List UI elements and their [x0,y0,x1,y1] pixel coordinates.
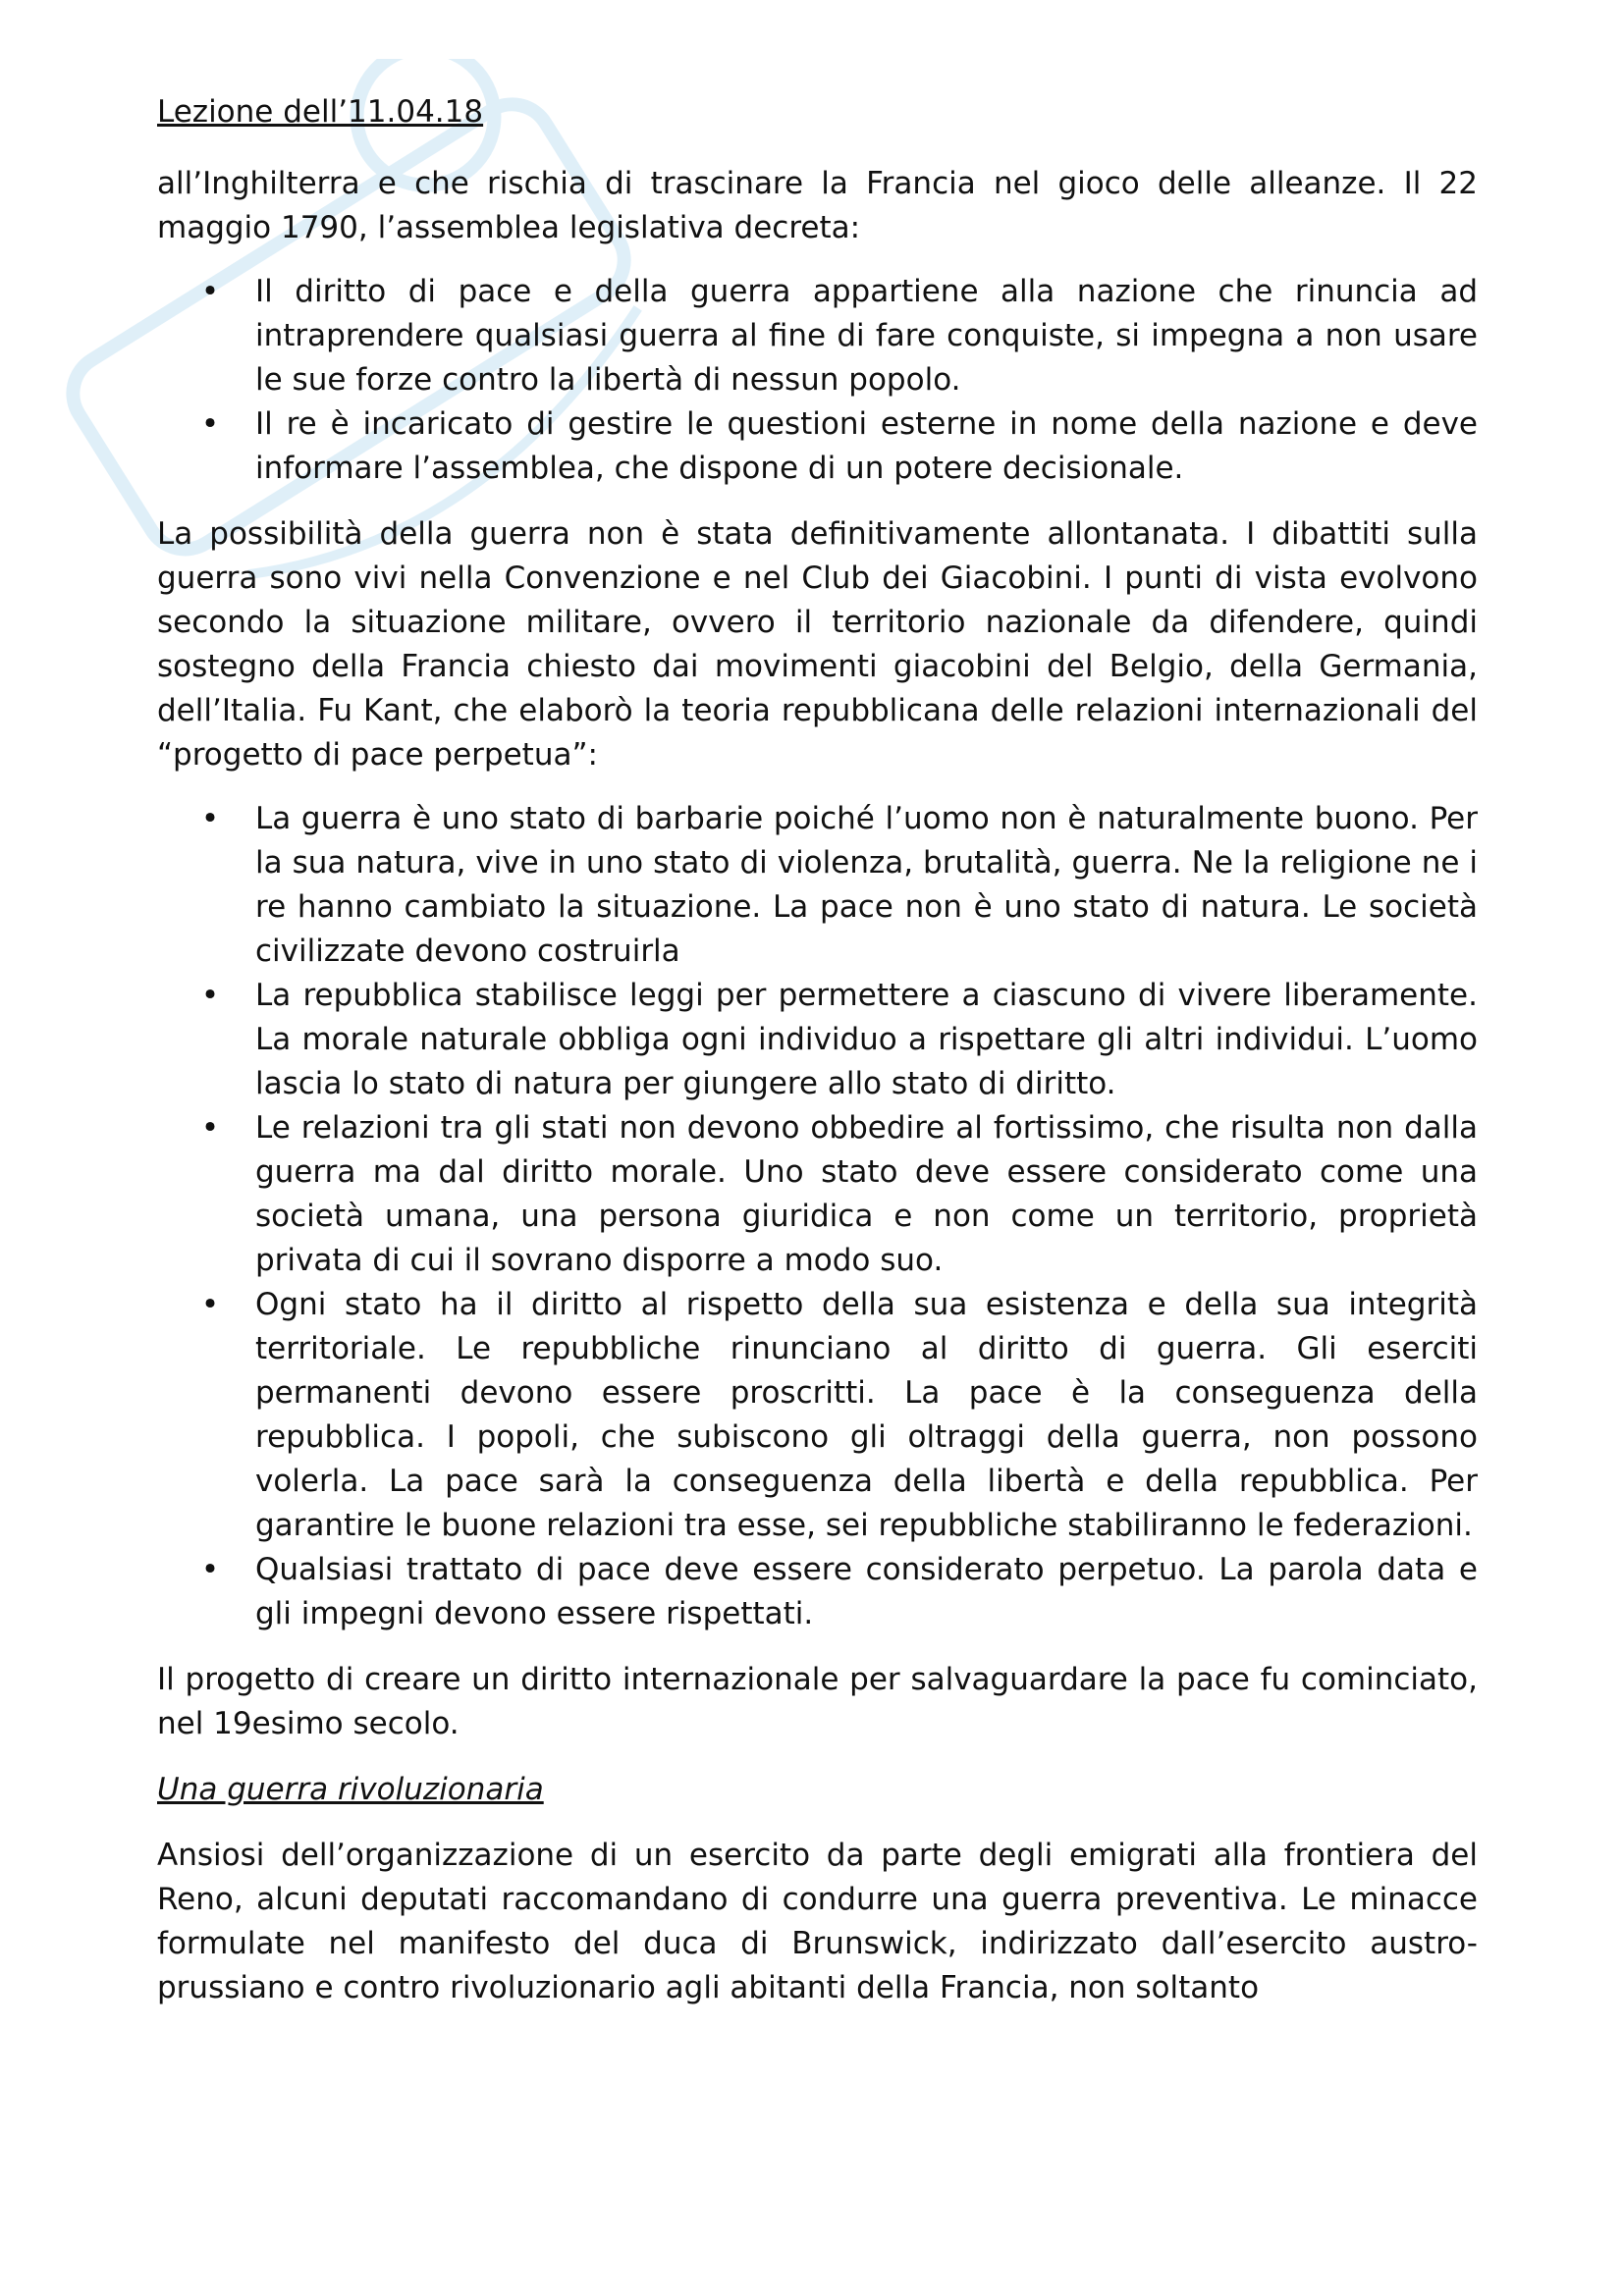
paragraph-intro: all’Inghilterra e che rischia di trascinare la Francia nel gioco delle alleanze. Il 22 maggio 1790, l’assemblea legislativa decreta: [157,166,1478,245]
lesson-header: Lezione dell’11.04.18 [157,94,484,130]
list-item: • La repubblica stabilisce leggi per permettere a ciascuno di vivere liberamente. La morale naturale obbliga ogni individuo a rispettare gli altri individui. L’uomo lascia lo stato di natura per giungere allo stato di diritto. [157,974,1478,1106]
bullet-glyph: • [200,801,220,836]
paragraph-revolutionary-war: Ansiosi dell’organizzazione di un esercito da parte degli emigrati alla frontiera del Reno, alcuni deputati raccomandano di condurre una guerra preventiva. Le minacce formulate nel manifesto del duca di Brunswick, indirizzato dall’esercito austro-prussiano e contro rivoluzionario agli abitanti della Francia, non soltanto [157,1838,1478,2005]
bullet-glyph: • [200,978,220,1013]
bullet-glyph: • [200,1552,220,1587]
decree-list [157,270,1478,491]
bullet-glyph: • [200,1110,220,1146]
section-title: Una guerra rivoluzionaria [157,1772,544,1807]
list-item: • Le relazioni tra gli stati non devono obbedire al fortissimo, che risulta non dalla guerra ma dal diritto morale. Uno stato deve essere considerato come una società umana, una persona giuridica e non come un territorio, proprietà privata di cui il sovrano disporre a modo suo. [157,1106,1478,1283]
paragraph-international-law: Il progetto di creare un diritto internazionale per salvaguardare la pace fu cominciato, nel 19esimo secolo. [157,1662,1478,1741]
list-item: • Qualsiasi trattato di pace deve essere considerato perpetuo. La parola data e gli impegni devono essere rispettati. [157,1548,1478,1636]
document-body [157,90,1478,2010]
bullet-glyph: • [200,274,220,309]
bullet-glyph: • [200,406,220,442]
bullet-glyph: • [200,1287,220,1322]
list-item: • La guerra è uno stato di barbarie poiché l’uomo non è naturalmente buono. Per la sua natura, vive in uno stato di violenza, brutalità, guerra. Ne la religione ne i re hanno cambiato la situazione. La pace non è uno stato di natura. Le società civilizzate devono costruirla [157,797,1478,974]
list-item: • Ogni stato ha il diritto al rispetto della sua esistenza e della sua integrità territoriale. Le repubbliche rinunciano al diritto di guerra. Gli eserciti permanenti devono essere proscritti. La pace è la conseguenza della repubblica. I popoli, che subiscono gli oltraggi della guerra, non possono volerla. La pace sarà la conseguenza della libertà e della repubblica. Per garantire le buone relazioni tra esse, sei repubbliche stabiliranno le federazioni. [157,1283,1478,1548]
list-item: • Il re è incaricato di gestire le questioni esterne in nome della nazione e deve informare l’assemblea, che dispone di un potere decisionale. [157,402,1478,491]
list-item: • Il diritto di pace e della guerra appartiene alla nazione che rinuncia ad intraprendere qualsiasi guerra al fine di fare conquiste, si impegna a non usare le sue forze contro la libertà di nessun popolo. [157,270,1478,402]
paragraph-war-debate: La possibilità della guerra non è stata definitivamente allontanata. I dibattiti sulla guerra sono vivi nella Convenzione e nel Club dei Giacobini. I punti di vista evolvono secondo la situazione militare, ovvero il territorio nazionale da difendere, quindi sostegno della Francia chiesto dai movimenti giacobini del Belgio, della Germania, dell’Italia. Fu Kant, che elaborò la teoria repubblicana delle relazioni internazionali del “progetto di pace perpetua”: [157,516,1478,773]
kant-principles-list [157,797,1478,1636]
